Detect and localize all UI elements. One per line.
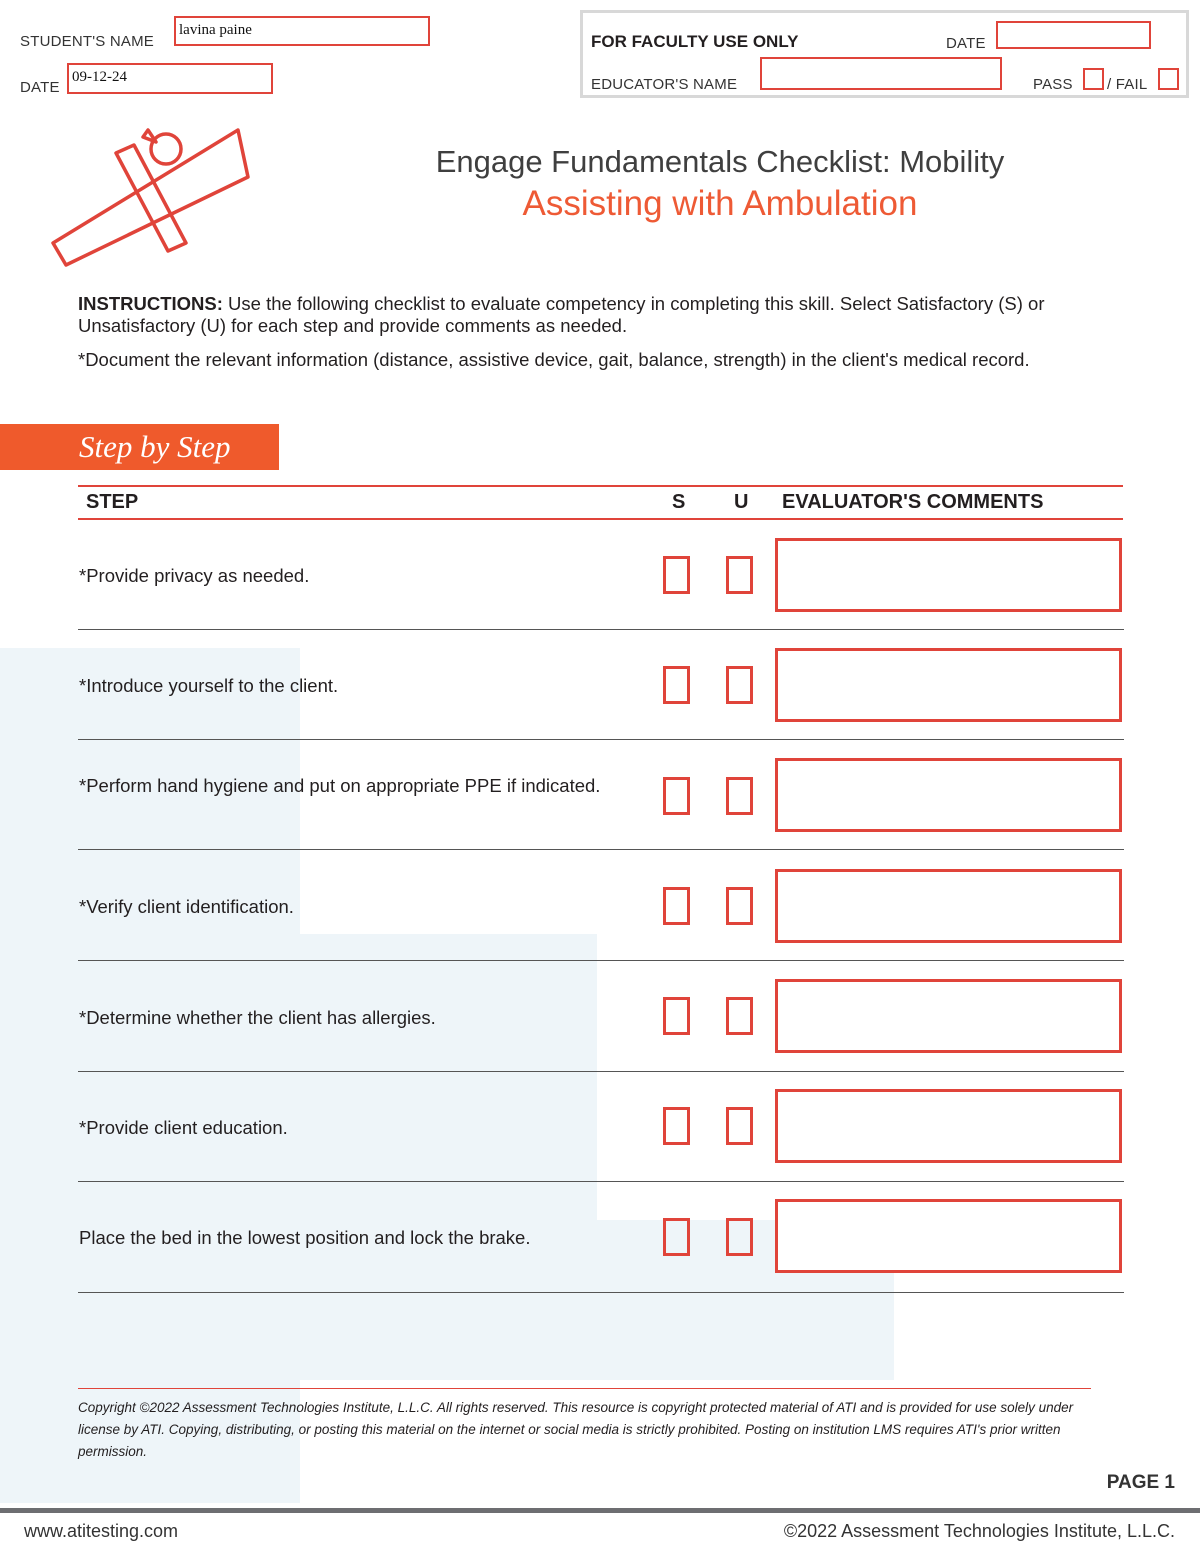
unsatisfactory-checkbox[interactable]: [726, 887, 753, 925]
step-text: *Introduce yourself to the client.: [79, 675, 339, 696]
fail-label: / FAIL: [1107, 76, 1148, 93]
date-value: 09-12-24: [72, 69, 127, 85]
table-top-rule: [78, 485, 1123, 487]
satisfactory-checkbox[interactable]: [663, 1107, 690, 1145]
pass-checkbox[interactable]: [1083, 68, 1104, 90]
row-divider: [78, 1071, 1124, 1072]
pass-label: PASS: [1033, 76, 1073, 93]
step-text: Place the bed in the lowest position and lock the brake.: [79, 1227, 531, 1248]
satisfactory-checkbox[interactable]: [663, 777, 690, 815]
row-divider: [78, 739, 1124, 740]
row-divider: [78, 960, 1124, 961]
column-header-step: STEP: [86, 491, 139, 513]
step-text: *Verify client identification.: [79, 896, 294, 917]
satisfactory-checkbox[interactable]: [663, 666, 690, 704]
satisfactory-checkbox[interactable]: [663, 1218, 690, 1256]
comment-field[interactable]: [775, 1089, 1122, 1163]
step-text: *Provide privacy as needed.: [79, 565, 310, 586]
skill-title: Assisting with Ambulation: [522, 184, 918, 223]
page-number: PAGE 1: [1106, 1472, 1175, 1493]
comment-field[interactable]: [775, 1199, 1122, 1273]
faculty-date-label: DATE: [946, 35, 986, 52]
step-text: *Determine whether the client has allergies.: [79, 1007, 436, 1028]
comment-field[interactable]: [775, 979, 1122, 1053]
copyright-notice: Copyright ©2022 Assessment Technologies Institute, L.L.C. All rights reserved. This resource is copyright protected material of ATI and is provided for use solely under license by ATI. Copying, distributing, or posting this material on the internet or social media is strictly prohibited. Posting on institution LMS requires ATI's prior written permission.: [78, 1400, 1074, 1459]
date-label: DATE: [20, 79, 60, 96]
comment-field[interactable]: [775, 758, 1122, 832]
row-divider: [78, 849, 1124, 850]
student-name-label: STUDENT'S NAME: [20, 33, 155, 50]
faculty-title: FOR FACULTY USE ONLY: [591, 32, 799, 51]
unsatisfactory-checkbox[interactable]: [726, 666, 753, 704]
step-text: *Perform hand hygiene and put on appropriate PPE if indicated.: [79, 775, 601, 796]
row-divider: [78, 1181, 1124, 1182]
faculty-date-field[interactable]: [996, 21, 1151, 49]
unsatisfactory-checkbox[interactable]: [726, 556, 753, 594]
footer-rule: [0, 1508, 1200, 1513]
comment-field[interactable]: [775, 869, 1122, 943]
educator-name-label: EDUCATOR'S NAME: [591, 76, 738, 93]
row-divider: [78, 1292, 1124, 1293]
step-by-step-banner: Step by Step: [0, 424, 279, 470]
fail-checkbox[interactable]: [1158, 68, 1179, 90]
table-header-rule: [78, 518, 1123, 520]
date-field[interactable]: [67, 63, 273, 94]
instructions: [78, 293, 1128, 337]
ati-engage-logo-icon: [48, 125, 253, 270]
faculty-use-panel: [580, 10, 1189, 98]
column-header-s: S: [672, 491, 686, 513]
comment-field[interactable]: [775, 538, 1122, 612]
unsatisfactory-checkbox[interactable]: [726, 997, 753, 1035]
student-name-value: lavina paine: [179, 22, 252, 38]
step-text: *Provide client education.: [79, 1117, 288, 1138]
footer-copyright: ©2022 Assessment Technologies Institute, L.L.C.: [783, 1521, 1175, 1541]
footer-website-link[interactable]: www.atitesting.com: [24, 1521, 179, 1541]
checklist-title: Engage Fundamentals Checklist: Mobility: [435, 144, 1005, 179]
unsatisfactory-checkbox[interactable]: [726, 777, 753, 815]
satisfactory-checkbox[interactable]: [663, 887, 690, 925]
instructions-text: Use the following checklist to evaluate competency in completing this skill. Select Satisfactory (S) or Unsatisfactory (U) for each step and provide comments as needed.: [78, 293, 1045, 336]
unsatisfactory-checkbox[interactable]: [726, 1218, 753, 1256]
educator-name-field[interactable]: [760, 57, 1002, 90]
satisfactory-checkbox[interactable]: [663, 556, 690, 594]
row-divider: [78, 629, 1124, 630]
unsatisfactory-checkbox[interactable]: [726, 1107, 753, 1145]
documentation-note: *Document the relevant information (distance, assistive device, gait, balance, strength) in the client's medical record.: [78, 349, 1030, 370]
satisfactory-checkbox[interactable]: [663, 997, 690, 1035]
instructions-label: INSTRUCTIONS:: [78, 293, 223, 314]
copyright-rule: [78, 1388, 1091, 1389]
comment-field[interactable]: [775, 648, 1122, 722]
student-name-field[interactable]: [174, 16, 430, 46]
column-header-comments: EVALUATOR'S COMMENTS: [782, 491, 1044, 513]
column-header-u: U: [734, 491, 749, 513]
